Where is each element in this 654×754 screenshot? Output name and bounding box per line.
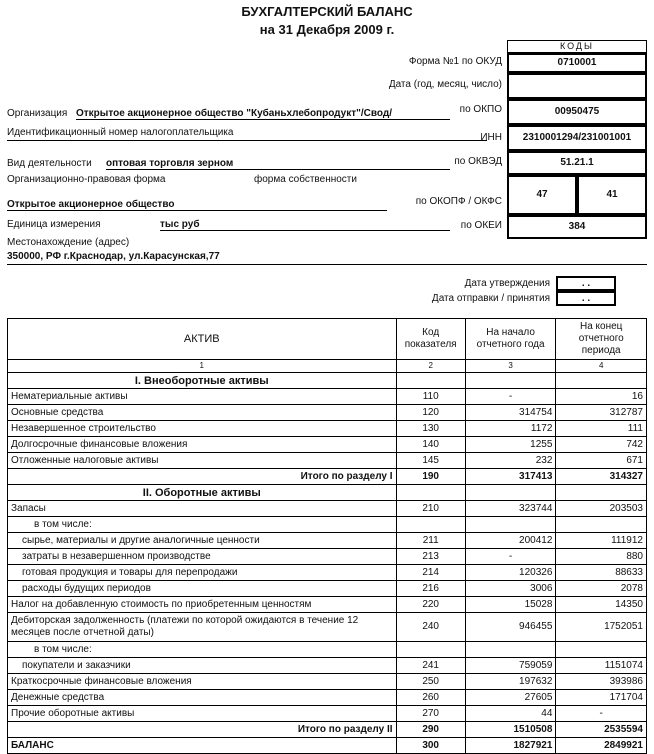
inn-code: 2310001294/231001001: [507, 125, 647, 151]
row-name: Незавершенное строительство: [8, 421, 397, 437]
row-name: в том числе:: [8, 642, 397, 658]
row-name: Итого по разделу I: [8, 469, 397, 485]
inn-label: Идентификационный номер налогоплательщика: [7, 127, 234, 138]
column-header-end: На конец отчетного периода: [556, 319, 647, 360]
column-index: 1: [8, 360, 397, 373]
row-end: 393986: [556, 674, 647, 690]
row-code: 260: [396, 690, 465, 706]
row-start: 197632: [465, 674, 556, 690]
section-heading-row: [8, 485, 647, 501]
row-name: Дебиторская задолженность (платежи по которой ожидаются в течение 12 месяцев после отчетной даты): [8, 613, 397, 642]
column-index: 2: [396, 360, 465, 373]
approval-value: . .: [556, 276, 616, 291]
okud-code: 0710001: [507, 53, 647, 73]
row-start: 323744: [465, 501, 556, 517]
table-row: [8, 405, 647, 421]
table-row: [8, 501, 647, 517]
table-row: [8, 658, 647, 674]
row-name: расходы будущих периодов: [8, 581, 397, 597]
section-heading: II. Оборотные активы: [8, 485, 397, 501]
row-end: 1752051: [556, 613, 647, 642]
row-end: 88633: [556, 565, 647, 581]
row-start: 120326: [465, 565, 556, 581]
row-end: 2078: [556, 581, 647, 597]
okpo-code: 00950475: [507, 99, 647, 125]
row-start: 232: [465, 453, 556, 469]
table-header-row: [8, 319, 647, 360]
row-start: 1510508: [465, 722, 556, 738]
table-row: [8, 565, 647, 581]
row-code: 214: [396, 565, 465, 581]
ownership-label: форма собственности: [254, 174, 357, 185]
row-name: готовая продукция и товары для перепродажи: [8, 565, 397, 581]
section-total-row: [8, 469, 647, 485]
okud-label: Форма №1 по ОКУД: [408, 56, 502, 67]
column-index-row: [8, 360, 647, 373]
row-end: 2849921: [556, 738, 647, 754]
inn-underline: [7, 140, 487, 141]
org-value: Открытое акционерное общество "Кубаньхлебопродукт"/Свод/: [76, 108, 450, 120]
table-row: [8, 674, 647, 690]
row-name: БАЛАНС: [8, 738, 397, 754]
row-start: 317413: [465, 469, 556, 485]
row-end: 203503: [556, 501, 647, 517]
row-start: -: [465, 389, 556, 405]
activity-label: Вид деятельности: [7, 158, 92, 169]
row-name: Краткосрочные финансовые вложения: [8, 674, 397, 690]
row-start: 44: [465, 706, 556, 722]
table-row: [8, 597, 647, 613]
section-total-row: [8, 722, 647, 738]
org-label: Организация: [7, 108, 68, 119]
okved-label: по ОКВЭД: [454, 156, 502, 167]
column-header-start: На начало отчетного года: [465, 319, 556, 360]
row-code: 290: [396, 722, 465, 738]
row-code: 110: [396, 389, 465, 405]
row-name: затраты в незавершенном производстве: [8, 549, 397, 565]
row-end: 314327: [556, 469, 647, 485]
row-end: 671: [556, 453, 647, 469]
legal-form-label: Организационно-правовая форма: [7, 174, 166, 185]
document-title: БУХГАЛТЕРСКИЙ БАЛАНС: [241, 4, 413, 19]
row-name: Запасы: [8, 501, 397, 517]
okei-code: 384: [507, 215, 647, 239]
location-underline: [7, 264, 647, 265]
row-start: 1255: [465, 437, 556, 453]
column-index: 3: [465, 360, 556, 373]
row-end: 312787: [556, 405, 647, 421]
row-code: 213: [396, 549, 465, 565]
balance-table: [7, 318, 647, 754]
location-value: 350000, РФ г.Краснодар, ул.Карасунская,77: [7, 251, 220, 262]
row-end: 880: [556, 549, 647, 565]
table-row: [8, 517, 647, 533]
row-name: Прочие оборотные активы: [8, 706, 397, 722]
balance-total-row: [8, 738, 647, 754]
row-code: 270: [396, 706, 465, 722]
row-code: 240: [396, 613, 465, 642]
row-code: 210: [396, 501, 465, 517]
row-code: 220: [396, 597, 465, 613]
row-code: 145: [396, 453, 465, 469]
okopf-code: 47: [507, 175, 577, 215]
unit-label: Единица измерения: [7, 219, 101, 230]
row-name: Итого по разделу II: [8, 722, 397, 738]
sent-label: Дата отправки / принятия: [431, 293, 550, 304]
legal-form-value: Открытое акционерное общество: [7, 199, 387, 211]
column-index: 4: [556, 360, 647, 373]
okopf-label: по ОКОПФ / ОКФС: [415, 196, 502, 207]
okpo-label: по ОКПО: [459, 104, 502, 115]
row-code: 216: [396, 581, 465, 597]
row-start: 1827921: [465, 738, 556, 754]
row-code: 140: [396, 437, 465, 453]
section-heading-row: [8, 373, 647, 389]
row-code: 250: [396, 674, 465, 690]
row-end: 171704: [556, 690, 647, 706]
unit-value: тыс руб: [160, 219, 450, 231]
row-name: сырье, материалы и другие аналогичные ценности: [8, 533, 397, 549]
table-row: [8, 421, 647, 437]
row-start: 200412: [465, 533, 556, 549]
codes-header: КОДЫ: [507, 40, 647, 53]
row-name: в том числе:: [8, 517, 397, 533]
row-name: Налог на добавленную стоимость по приобретенным ценностям: [8, 597, 397, 613]
row-name: Отложенные налоговые активы: [8, 453, 397, 469]
sent-value: . .: [556, 291, 616, 306]
activity-value: оптовая торговля зерном: [106, 158, 450, 170]
okfs-code: 41: [577, 175, 647, 215]
row-start: 759059: [465, 658, 556, 674]
row-end: 1151074: [556, 658, 647, 674]
row-name: Основные средства: [8, 405, 397, 421]
table-row: [8, 549, 647, 565]
row-code: 130: [396, 421, 465, 437]
row-name: Нематериальные активы: [8, 389, 397, 405]
row-end: -: [556, 706, 647, 722]
row-code: 211: [396, 533, 465, 549]
table-row: [8, 642, 647, 658]
row-code: 300: [396, 738, 465, 754]
row-start: 3006: [465, 581, 556, 597]
inn-code-label: ИНН: [480, 132, 502, 143]
row-end: 742: [556, 437, 647, 453]
row-end: 2535594: [556, 722, 647, 738]
table-row: [8, 690, 647, 706]
row-name: Денежные средства: [8, 690, 397, 706]
section-heading: I. Внеоборотные активы: [8, 373, 397, 389]
row-start: 314754: [465, 405, 556, 421]
location-label: Местонахождение (адрес): [7, 237, 130, 248]
column-header-activ: АКТИВ: [8, 319, 397, 360]
row-code: 190: [396, 469, 465, 485]
date-label: Дата (год, месяц, число): [388, 79, 502, 90]
row-end: 111: [556, 421, 647, 437]
row-start: 27605: [465, 690, 556, 706]
row-start: 1172: [465, 421, 556, 437]
row-code: 241: [396, 658, 465, 674]
row-start: 946455: [465, 613, 556, 642]
row-end: 16: [556, 389, 647, 405]
row-end: 14350: [556, 597, 647, 613]
table-row: [8, 706, 647, 722]
approval-label: Дата утверждения: [464, 278, 550, 289]
row-code: 120: [396, 405, 465, 421]
table-row: [8, 437, 647, 453]
row-name: покупатели и заказчики: [8, 658, 397, 674]
row-start: 15028: [465, 597, 556, 613]
okei-label: по ОКЕИ: [460, 220, 502, 231]
table-row: [8, 453, 647, 469]
table-row: [8, 389, 647, 405]
table-row: [8, 581, 647, 597]
date-code: [507, 73, 647, 99]
okved-code: 51.21.1: [507, 151, 647, 175]
table-row: [8, 613, 647, 642]
table-row: [8, 533, 647, 549]
row-end: 111912: [556, 533, 647, 549]
row-name: Долгосрочные финансовые вложения: [8, 437, 397, 453]
row-start: -: [465, 549, 556, 565]
document-subtitle: на 31 Декабря 2009 г.: [259, 22, 395, 37]
column-header-code: Код показателя: [396, 319, 465, 360]
